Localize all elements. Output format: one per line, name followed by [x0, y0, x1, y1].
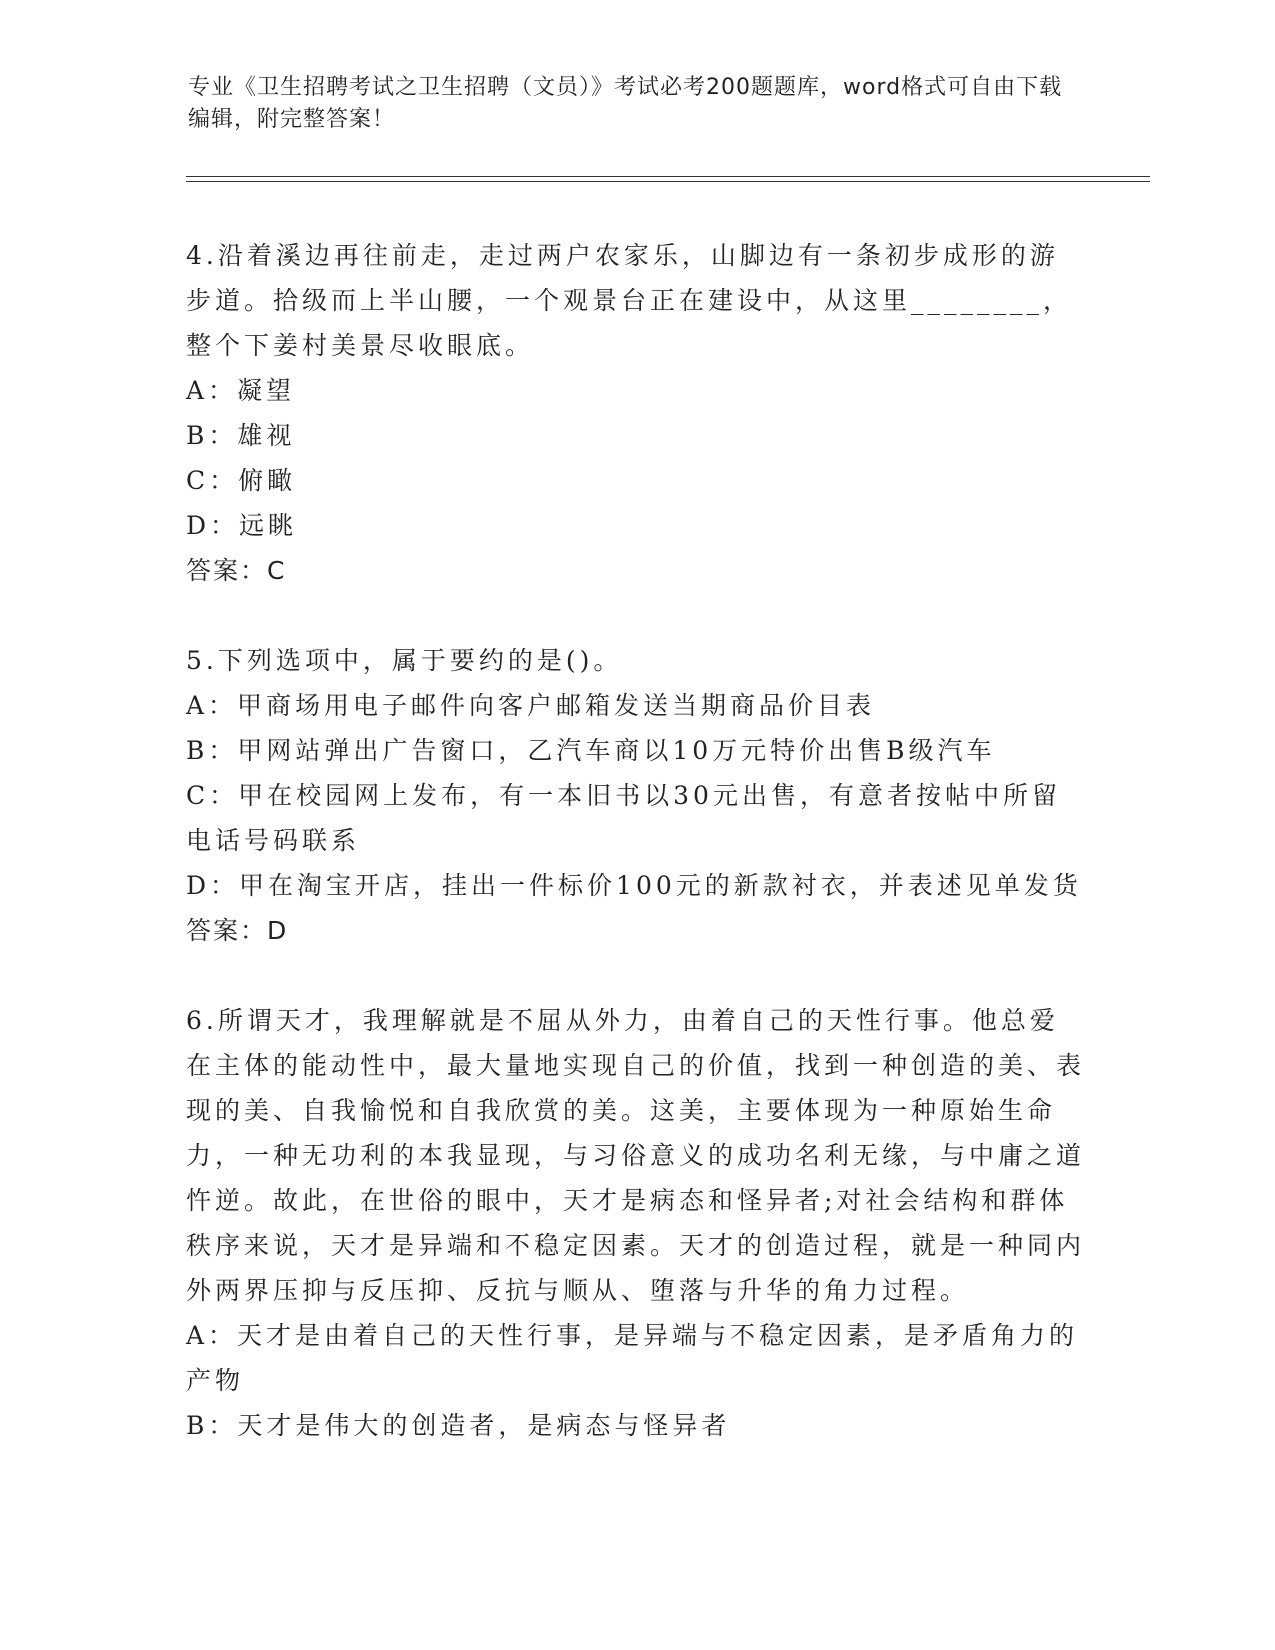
- header-divider-bottom: [186, 181, 1150, 182]
- question-stem: 5.下列选项中，属于要约的是()。: [186, 646, 623, 675]
- header-divider-top: [186, 176, 1150, 177]
- option-a: A：天才是由着自己的天性行事，是异端与不稳定因素，是矛盾角力的产物: [186, 1321, 1079, 1395]
- option-a: A：凝望: [186, 376, 296, 405]
- option-c: C：俯瞰: [186, 466, 297, 495]
- option-c: C：甲在校园网上发布，有一本旧书以30元出售，有意者按帖中所留电话号码联系: [186, 781, 1061, 855]
- answer-line: 答案：D: [186, 916, 289, 945]
- question-list: [186, 233, 1086, 1493]
- question-stem: 4.沿着溪边再往前走，走过两户农家乐，山脚边有一条初步成形的游步道。拾级而上半山腰，一个观景台正在建设中，从这里________，整个下姜村美景尽收眼底。: [186, 241, 1073, 360]
- question-block-5: [186, 638, 1086, 953]
- question-block-6: [186, 998, 1086, 1448]
- question-stem: 6.所谓天才，我理解就是不屈从外力，由着自己的天性行事。他总爱在主体的能动性中，最大量地实现自己的价值，找到一种创造的美、表现的美、自我愉悦和自我欣赏的美。这美，主要体现为一种原始生命力，一种无功利的本我显现，与习俗意义的成功名利无缘，与中庸之道忤逆。故此，在世俗的眼中，天才是病态和怪异者;对社会结构和群体秩序来说，天才是异端和不稳定因素。天才的创造过程，就是一种同内外两界压抑与反压抑、反抗与顺从、堕落与升华的角力过程。: [186, 1006, 1086, 1305]
- option-d: D：甲在淘宝开店，挂出一件标价100元的新款衬衣，并表述见单发货: [186, 871, 1082, 900]
- document-header: 专业《卫生招聘考试之卫生招聘（文员）》考试必考200题题库，word格式可自由下载编辑，附完整答案！: [188, 75, 1063, 132]
- option-b: B：天才是伟大的创造者，是病态与怪异者: [186, 1411, 731, 1440]
- question-block-4: [186, 233, 1086, 593]
- option-d: D：远眺: [186, 511, 298, 540]
- option-b: B：甲网站弹出广告窗口，乙汽车商以10万元特价出售B级汽车: [186, 736, 996, 765]
- answer-line: 答案：C: [186, 556, 287, 585]
- option-a: A：甲商场用电子邮件向客户邮箱发送当期商品价目表: [186, 691, 876, 720]
- option-b: B：雄视: [186, 421, 296, 450]
